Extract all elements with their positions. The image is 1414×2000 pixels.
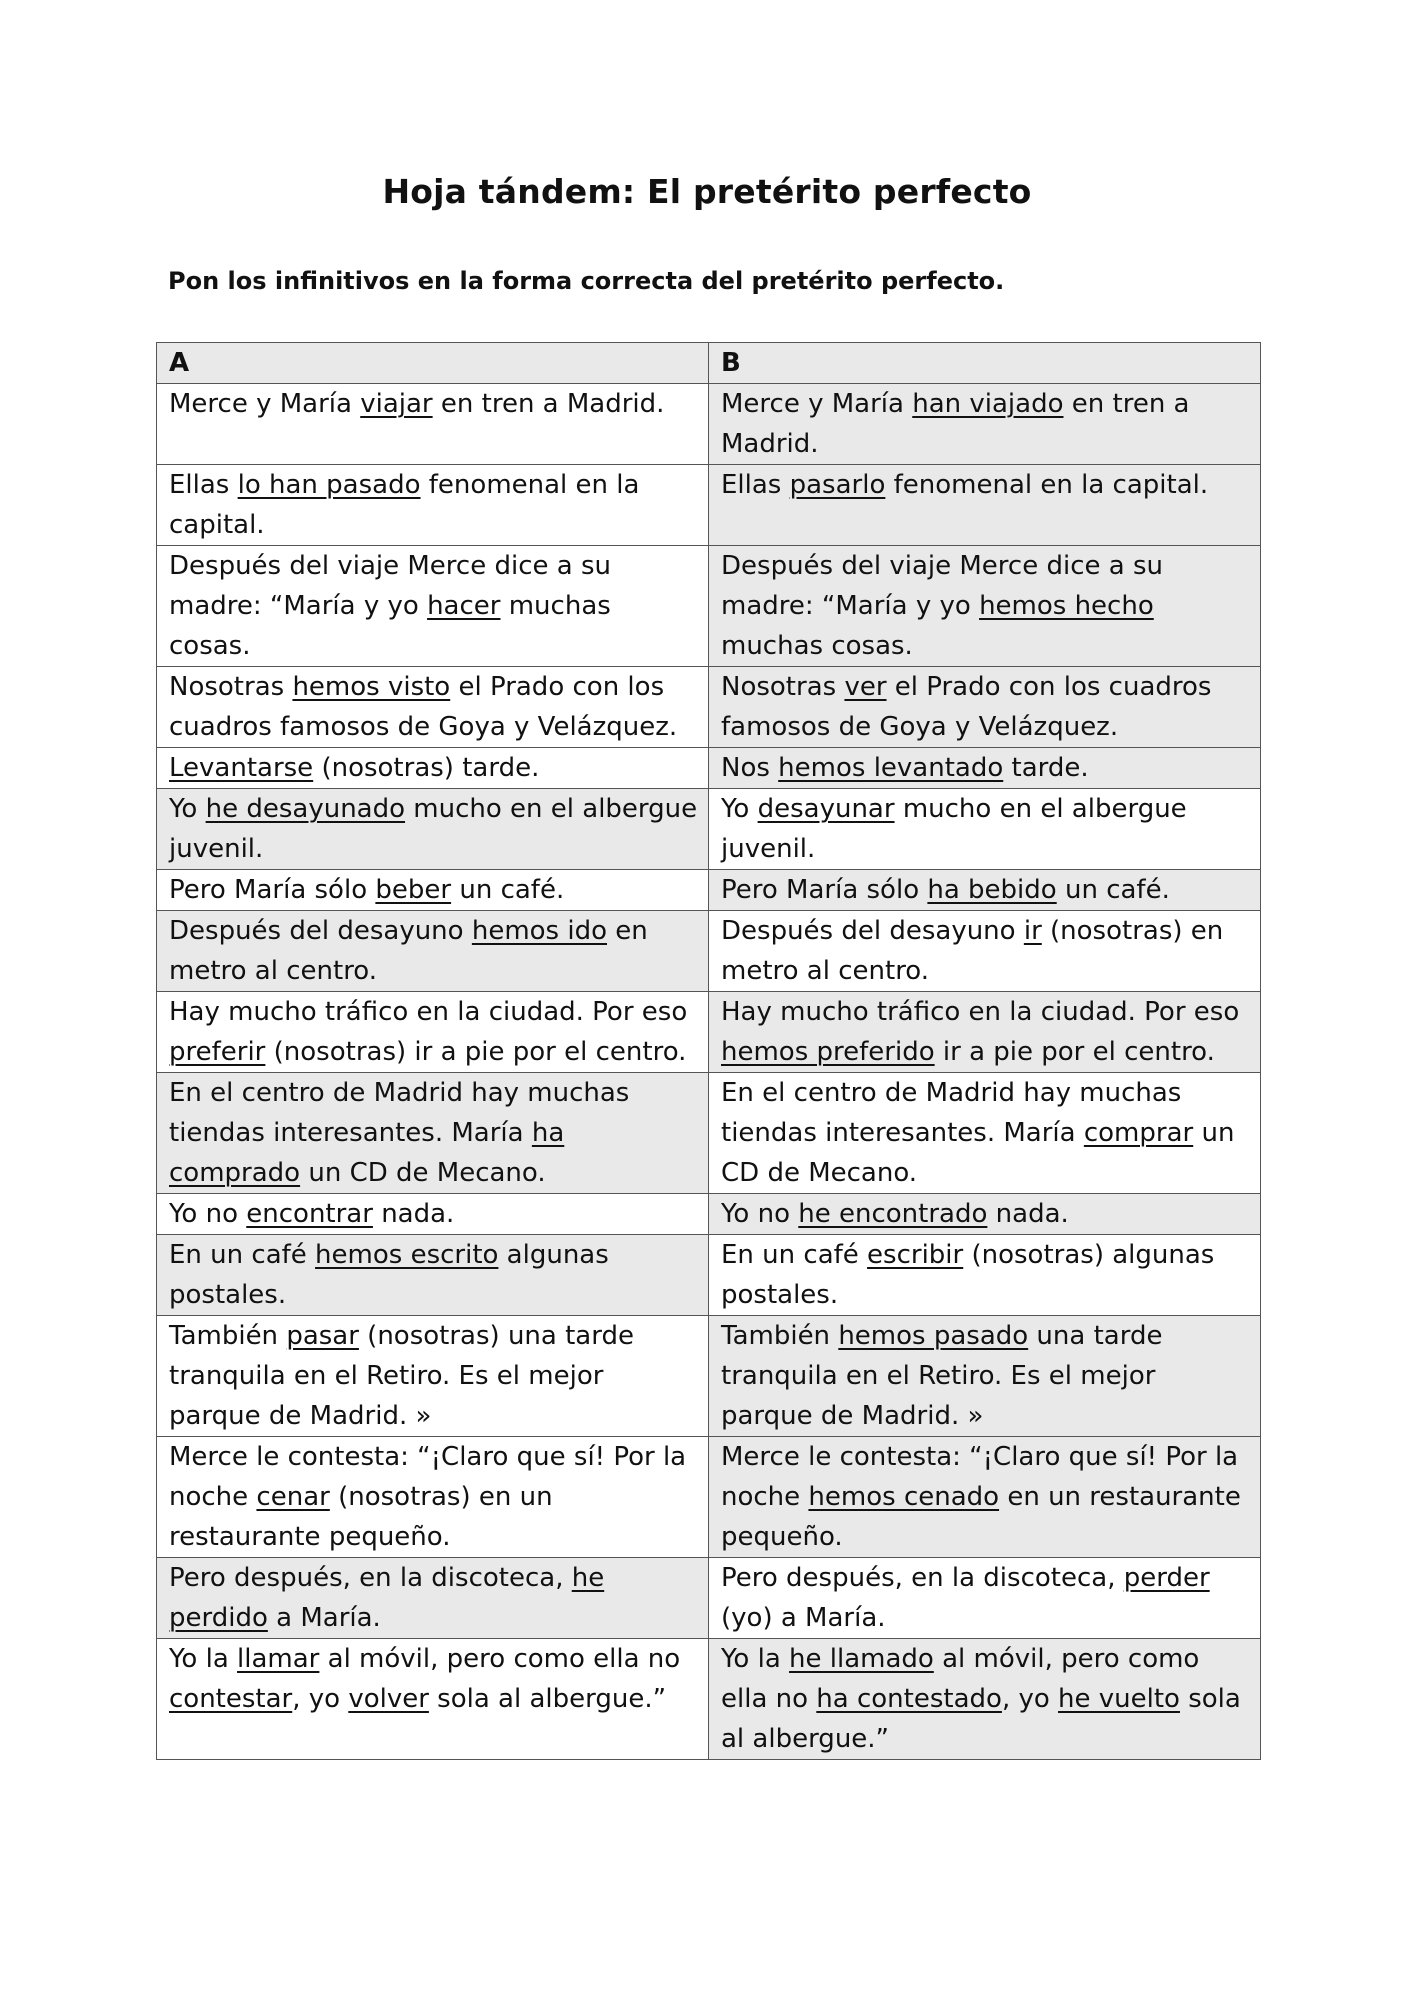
verb-blank: pasarlo <box>789 470 886 500</box>
verb-blank: encontrar <box>246 1199 373 1229</box>
cell-b <box>709 992 1261 1073</box>
cell-a <box>157 1073 709 1194</box>
verb-blank: he encontrado <box>798 1199 988 1229</box>
sentence-text: Yo <box>169 794 206 824</box>
cell-b <box>709 870 1261 911</box>
sentence-text: Hay mucho tráfico en la ciudad. Por eso <box>721 997 1240 1027</box>
sentence-text: Nosotras <box>169 672 293 702</box>
table-row <box>157 1235 1261 1316</box>
verb-blank: contestar <box>169 1684 293 1714</box>
verb-blank: he vuelto <box>1058 1684 1180 1714</box>
sentence-text: (nosotras) en metro al centro. <box>721 916 1224 986</box>
cell-b <box>709 667 1261 748</box>
verb-blank: ha contestado <box>816 1684 1002 1714</box>
table-body <box>157 384 1261 1760</box>
column-header-b: B <box>709 343 1261 384</box>
sentence-text: Yo la <box>169 1644 238 1674</box>
sentence-text: un CD de Mecano. <box>721 1118 1235 1188</box>
verb-blank: hemos escrito <box>315 1240 499 1270</box>
sentence-text: el Prado con los cuadros famosos de Goya y Velázquez. <box>721 672 1212 742</box>
sentence-text: Hay mucho tráfico en la ciudad. Por eso <box>169 997 688 1027</box>
verb-blank: hemos cenado <box>808 1482 1000 1512</box>
sentence-text: Pero después, en la discoteca, <box>169 1563 572 1593</box>
cell-b <box>709 384 1261 465</box>
table-row <box>157 748 1261 789</box>
sentence-text: (yo) a María. <box>721 1603 886 1633</box>
cell-b <box>709 1194 1261 1235</box>
cell-b <box>709 1558 1261 1639</box>
verb-blank: hemos pasado <box>838 1321 1029 1351</box>
sentence-text: , yo <box>292 1684 349 1714</box>
sentence-text: Nos <box>721 753 779 783</box>
sentence-text: Después del viaje Merce dice a su madre: “María y yo <box>721 551 1163 621</box>
cell-a <box>157 748 709 789</box>
cell-b <box>709 1073 1261 1194</box>
cell-b <box>709 465 1261 546</box>
sentence-text: tarde. <box>1003 753 1089 783</box>
sentence-text: (nosotras) ir a pie por el centro. <box>265 1037 687 1067</box>
verb-blank: hemos visto <box>292 672 451 702</box>
sentence-text: sola al albergue.” <box>721 1684 1241 1754</box>
sentence-text: en un restaurante pequeño. <box>721 1482 1241 1552</box>
sentence-text: mucho en el albergue juvenil. <box>721 794 1187 864</box>
cell-a <box>157 789 709 870</box>
sentence-text: Merce le contesta: “¡Claro que sí! Por la noche <box>721 1442 1239 1512</box>
verb-blank: comprar <box>1083 1118 1194 1148</box>
verb-blank: ha bebido <box>927 875 1057 905</box>
verb-blank: lo han pasado <box>237 470 421 500</box>
verb-blank: he desayunado <box>205 794 406 824</box>
sentence-text: Después del desayuno <box>721 916 1024 946</box>
sentence-text: una tarde tranquila en el Retiro. Es el mejor parque de Madrid. » <box>721 1321 1163 1431</box>
cell-a <box>157 911 709 992</box>
verb-blank: llamar <box>237 1644 320 1674</box>
cell-a <box>157 546 709 667</box>
sentence-text: Después del desayuno <box>169 916 472 946</box>
sentence-text: mucho en el albergue juvenil. <box>169 794 698 864</box>
sentence-text: Pero después, en la discoteca, <box>721 1563 1124 1593</box>
sentence-text: ir a pie por el centro. <box>934 1037 1215 1067</box>
cell-a <box>157 384 709 465</box>
column-header-a: A <box>157 343 709 384</box>
verb-blank: hemos ido <box>471 916 607 946</box>
table-row <box>157 384 1261 465</box>
verb-blank: he perdido <box>169 1563 605 1633</box>
cell-b <box>709 911 1261 992</box>
table-row <box>157 1194 1261 1235</box>
sentence-text: En un café <box>721 1240 868 1270</box>
sentence-text: (nosotras) una tarde tranquila en el Retiro. Es el mejor parque de Madrid. » <box>169 1321 634 1431</box>
cell-a <box>157 1194 709 1235</box>
sentence-text: al móvil, pero como ella no <box>721 1644 1200 1714</box>
verb-blank: beber <box>375 875 452 905</box>
cell-a <box>157 667 709 748</box>
cell-a <box>157 992 709 1073</box>
sentence-text: (nosotras) en un restaurante pequeño. <box>169 1482 553 1552</box>
sentence-text: Nosotras <box>721 672 845 702</box>
cell-b <box>709 546 1261 667</box>
sentence-text: Ellas <box>169 470 238 500</box>
sentence-text: en tren a Madrid. <box>432 389 665 419</box>
verb-blank: ha comprado <box>169 1118 565 1188</box>
table-row <box>157 465 1261 546</box>
instructions: Pon los infinitivos en la forma correcta del pretérito perfecto. <box>168 267 1005 295</box>
sentence-text: También <box>721 1321 839 1351</box>
sentence-text: sola al albergue.” <box>428 1684 667 1714</box>
sentence-text: , yo <box>1001 1684 1059 1714</box>
verb-blank: desayunar <box>757 794 895 824</box>
verb-blank: han viajado <box>912 389 1064 419</box>
sentence-text: (nosotras) algunas postales. <box>721 1240 1215 1310</box>
sentence-text: al móvil, pero como ella no <box>319 1644 681 1674</box>
table-row <box>157 1437 1261 1558</box>
cell-b <box>709 1316 1261 1437</box>
verb-blank: pasar <box>286 1321 359 1351</box>
cell-a <box>157 465 709 546</box>
table-row <box>157 1073 1261 1194</box>
table-row <box>157 546 1261 667</box>
table-row <box>157 1558 1261 1639</box>
sentence-text: el Prado con los cuadros famosos de Goya y Velázquez. <box>169 672 678 742</box>
verb-blank: perder <box>1123 1563 1210 1593</box>
sentence-text: a María. <box>267 1603 381 1633</box>
cell-b <box>709 1437 1261 1558</box>
sentence-text: un café. <box>451 875 565 905</box>
verb-blank: hemos hecho <box>979 591 1154 621</box>
sentence-text: un CD de Mecano. <box>300 1158 546 1188</box>
cell-a <box>157 1235 709 1316</box>
sentence-text: Yo no <box>721 1199 799 1229</box>
verb-blank: preferir <box>169 1037 266 1067</box>
table-header-row <box>157 343 1261 384</box>
verb-blank: escribir <box>867 1240 964 1270</box>
sentence-text: Merce le contesta: “¡Claro que sí! Por la noche <box>169 1442 687 1512</box>
verb-blank: hemos levantado <box>778 753 1004 783</box>
sentence-text: Pero María sólo <box>721 875 928 905</box>
verb-blank: hacer <box>427 591 501 621</box>
table-row <box>157 992 1261 1073</box>
sentence-text: (nosotras) tarde. <box>313 753 540 783</box>
verb-blank: ver <box>844 672 887 702</box>
verb-blank: volver <box>348 1684 429 1714</box>
table-row <box>157 1639 1261 1760</box>
table-row <box>157 667 1261 748</box>
sentence-text: Después del viaje Merce dice a su madre: “María y yo <box>169 551 611 621</box>
table-row <box>157 789 1261 870</box>
table-row <box>157 911 1261 992</box>
sentence-text: Yo no <box>169 1199 247 1229</box>
sentence-text: en metro al centro. <box>169 916 648 986</box>
cell-b <box>709 789 1261 870</box>
verb-blank: viajar <box>360 389 433 419</box>
cell-a <box>157 1639 709 1760</box>
sentence-text: Ellas <box>721 470 790 500</box>
verb-blank: he llamado <box>789 1644 934 1674</box>
cell-a <box>157 870 709 911</box>
cell-a <box>157 1316 709 1437</box>
sentence-text: fenomenal en la capital. <box>885 470 1209 500</box>
sentence-text: También <box>169 1321 287 1351</box>
sentence-text: muchas cosas. <box>169 591 611 661</box>
cell-a <box>157 1437 709 1558</box>
sentence-text: un café. <box>1056 875 1170 905</box>
sentence-text: En un café <box>169 1240 316 1270</box>
sentence-text: En el centro de Madrid hay muchas tiendas interesantes. María <box>169 1078 630 1148</box>
sentence-text: Pero María sólo <box>169 875 376 905</box>
sentence-text: muchas cosas. <box>721 631 913 661</box>
sentence-text: Merce y María <box>169 389 361 419</box>
table-row <box>157 870 1261 911</box>
sentence-text: En el centro de Madrid hay muchas tiendas interesantes. María <box>721 1078 1182 1148</box>
sentence-text: Yo <box>721 794 758 824</box>
cell-b <box>709 748 1261 789</box>
sentence-text: Merce y María <box>721 389 913 419</box>
verb-blank: hemos preferido <box>721 1037 935 1067</box>
exercise-table <box>156 342 1261 1760</box>
page-title: Hoja tándem: El pretérito perfecto <box>382 172 1032 211</box>
table-row <box>157 1316 1261 1437</box>
sentence-text: nada. <box>987 1199 1069 1229</box>
verb-blank: Levantarse <box>169 753 314 783</box>
sentence-text: fenomenal en la capital. <box>169 470 640 540</box>
sentence-text: Yo la <box>721 1644 790 1674</box>
sentence-text: algunas postales. <box>169 1240 609 1310</box>
cell-b <box>709 1235 1261 1316</box>
sentence-text: en tren a Madrid. <box>721 389 1190 459</box>
cell-a <box>157 1558 709 1639</box>
verb-blank: cenar <box>256 1482 330 1512</box>
verb-blank: ir <box>1023 916 1042 946</box>
sentence-text: nada. <box>372 1199 455 1229</box>
cell-b <box>709 1639 1261 1760</box>
